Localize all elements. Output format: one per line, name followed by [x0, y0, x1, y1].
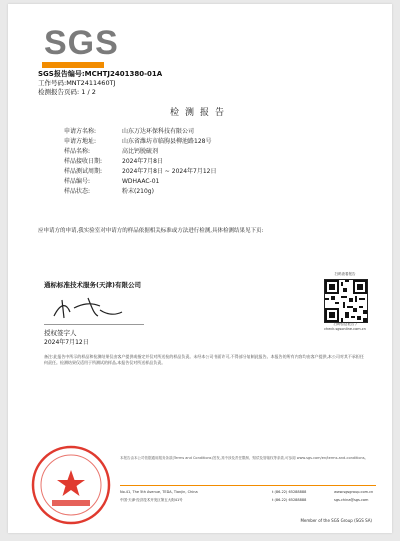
field-value: WDHAAC-01 — [122, 178, 160, 185]
qr-code-icon — [325, 280, 367, 322]
official-seal — [30, 444, 112, 526]
logo-underline — [42, 62, 104, 68]
field-value: 山东省潍坊市临朐县柳池路128号 — [122, 138, 212, 145]
field-value: 2024年7月8日 ~ 2024年7月12日 — [122, 168, 217, 175]
field-label: 样品名称: — [64, 148, 91, 155]
field-label: 样品状态: — [64, 188, 91, 195]
qr-verify-text: 扫码验证报告 / check.sgsonline.com.cn — [324, 322, 366, 331]
field-label: 样品测试周期: — [64, 168, 103, 175]
field-value: 高比钙脱硫剂 — [122, 148, 159, 155]
page-number: 检测报告页码: 1 / 2 — [38, 88, 96, 96]
handwritten-signature — [48, 294, 128, 324]
field-value: 2024年7月8日 — [122, 158, 163, 165]
member-text: Member of the SGS Group (SGS SA) — [300, 518, 372, 523]
field-label: 申请方名称: — [64, 128, 97, 135]
signature-date: 2024年7月12日 — [44, 339, 89, 346]
company-name: 通标标准技术服务(天津)有限公司 — [44, 281, 141, 289]
address-en: No.41, The 5th Avenue, TEDA, Tianjin, China — [120, 490, 198, 494]
field-value: 粉末(210g) — [122, 188, 154, 195]
terms-text: 本报告由本公司依据通用服务条款(Terms and Conditions)签发,其中涉及责任限制、赔偿及管辖权等条款,可参阅 www.sgs.com/en/terms-and-conditions。 — [120, 456, 369, 460]
sgs-logo: SGS — [44, 26, 119, 60]
disclaimer-text: 备注:此报告中所示的样品和检测结果仅由客户提供或指定并仅对所送检的样品负责。未经本公司书面许可,不得部分复制此报告。本报告的所有内容均由客户提供,本公司对其不承担任何责任。检测结果仅适用于所测试的样品,本报告仅对所送样品负责。 — [44, 354, 364, 365]
website-link[interactable]: www.sgsgroup.com.cn — [334, 490, 374, 494]
statement-note: 应申请方的申请,我实验室对申请方的样品依据相关标准或方法进行检测,具体检测结果见下页: — [38, 228, 264, 234]
field-value: 山东万达环保科技有限公司 — [122, 128, 195, 135]
field-label: 样品接收日期: — [64, 158, 103, 165]
field-label: 申请方地址: — [64, 138, 97, 145]
qr-code[interactable] — [324, 279, 368, 323]
signature-line — [44, 324, 144, 325]
phone-1: t (86-22) 65288888 — [272, 490, 307, 494]
field-label: 样品编号: — [64, 178, 91, 185]
report-page — [8, 4, 392, 533]
work-number: 工作号码:MNT2411460TJ — [38, 79, 116, 87]
qr-caption: 扫码查看报告 — [334, 272, 356, 276]
report-number: SGS报告编号:MCHTJ2401380-01A — [38, 70, 163, 78]
address-cn: 中国·天津·经济技术开发区第五大街41号 — [120, 498, 183, 502]
email-link[interactable]: sgs.china@sgs.com — [334, 498, 369, 502]
page-title: 检测报告 — [169, 108, 230, 118]
signer-title: 授权签字人 — [44, 329, 77, 337]
phone-2: t (86-22) 65288888 — [272, 498, 307, 502]
footer-divider — [120, 485, 376, 486]
